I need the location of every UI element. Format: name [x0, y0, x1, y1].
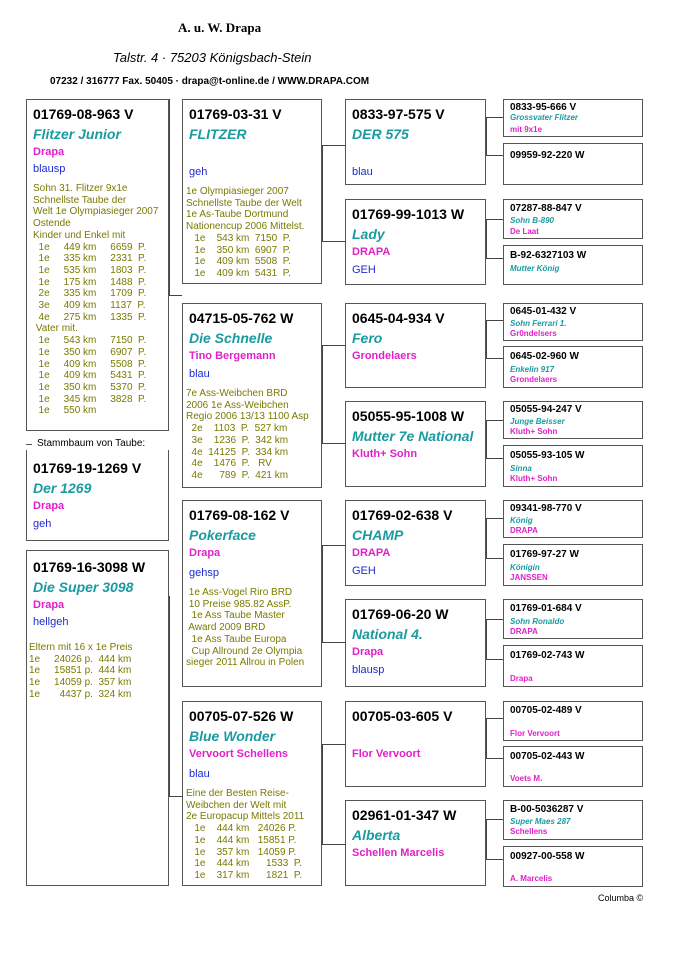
- gen2-box: [182, 701, 322, 886]
- gen4-ring: 05055-94-247 V: [510, 404, 582, 415]
- connector: [169, 596, 170, 796]
- gen2-ring: 01769-03-31 V: [189, 106, 282, 122]
- gen4-name: Mutter König: [510, 264, 560, 273]
- gen3-name: DER 575: [352, 126, 409, 142]
- connector: [486, 219, 487, 258]
- gen3-breeder: Schellen Marcelis: [352, 847, 445, 859]
- gen4-box: [503, 800, 643, 840]
- breeder-name: A. u. W. Drapa: [178, 20, 262, 35]
- gen4-ring: 00927-00-558 W: [510, 851, 585, 862]
- gen4-box: [503, 245, 643, 285]
- connector: [486, 718, 487, 758]
- gen4-name: Grossvater Flitzer: [510, 113, 579, 122]
- dam-name: Die Super 3098: [33, 579, 134, 595]
- gen4-name: Super Maes 287: [510, 817, 571, 826]
- sire-name: Flitzer Junior: [33, 126, 121, 142]
- connector: [169, 99, 170, 295]
- gen3-name: Mutter 7e National: [352, 428, 474, 444]
- connector: [486, 219, 503, 220]
- gen3-box: [345, 199, 486, 285]
- gen4-box: [503, 645, 643, 687]
- gen2-name: Die Schnelle: [189, 330, 273, 346]
- gen4-breeder: DRAPA: [510, 627, 538, 636]
- gen4-box: [503, 701, 643, 741]
- connector: [486, 619, 487, 659]
- sire-box: [26, 99, 169, 431]
- gen4-ring: 0645-01-432 V: [510, 306, 577, 317]
- gen4-box: [503, 346, 643, 388]
- connector: [486, 320, 487, 358]
- connector: [322, 145, 345, 146]
- gen2-breeder: Vervoort Schellens: [189, 748, 289, 760]
- connector: [486, 358, 503, 359]
- gen2-box: [182, 500, 322, 687]
- gen4-ring: 05055-93-105 W: [510, 450, 585, 461]
- gen4-box: [503, 143, 643, 185]
- gen2-color: geh: [189, 166, 208, 178]
- gen3-name: National 4.: [352, 626, 423, 642]
- gen3-name: Alberta: [352, 827, 401, 843]
- connector: [486, 659, 503, 660]
- connector: [322, 642, 345, 643]
- gen2-breeder: Tino Bergemann: [189, 350, 276, 362]
- connector: [322, 545, 345, 546]
- connector: [322, 545, 323, 642]
- gen4-ring: 0645-02-960 W: [510, 351, 579, 362]
- gen2-box: [182, 99, 322, 284]
- gen2-achievements: Eine der Besten Reise- Weibchen der Welt mit 2e Europacup Mittels 2011 1e 444 km 24026 P. 1e 444 km 15851 P. 1e 357 km 14059 P. 1e 444 km 1533 P. 1e 317 km 1821 P.: [186, 788, 305, 881]
- gen4-ring: 00705-02-489 V: [510, 705, 582, 716]
- gen3-breeder: Grondelaers: [352, 350, 417, 362]
- gen4-breeder: Flor Vervoort: [510, 729, 560, 738]
- connector: [486, 859, 503, 860]
- gen4-breeder: Voets M.: [510, 774, 543, 783]
- subject-box: [26, 450, 169, 541]
- connector: [322, 345, 345, 346]
- gen4-breeder: JANSSEN: [510, 573, 548, 582]
- footer-credit: Columba ©: [598, 893, 644, 903]
- gen4-box: [503, 846, 643, 887]
- breeder-contact: 07232 / 316777 Fax. 50405 · drapa@t-online.de / WWW.DRAPA.COM: [50, 76, 370, 87]
- gen2-name: Pokerface: [189, 527, 256, 543]
- gen4-breeder: Schellens: [510, 827, 548, 836]
- gen3-name: CHAMP: [352, 527, 404, 543]
- connector: [486, 258, 503, 259]
- gen4-box: [503, 99, 643, 137]
- gen4-name: Sinna: [510, 464, 532, 473]
- gen4-name: Sohn Ferrari 1.: [510, 319, 567, 328]
- connector: [486, 819, 487, 859]
- gen3-ring: 0833-97-575 V: [352, 106, 445, 122]
- gen3-box: [345, 303, 486, 388]
- gen4-name: König: [510, 516, 533, 525]
- gen4-ring: B-92-6327103 W: [510, 250, 587, 261]
- gen2-breeder: Drapa: [189, 547, 221, 559]
- gen4-breeder: DRAPA: [510, 526, 538, 535]
- gen3-color: blausp: [352, 664, 385, 676]
- gen3-color: blau: [352, 166, 373, 178]
- sire-ring: 01769-08-963 V: [33, 106, 134, 122]
- gen4-box: [503, 500, 643, 538]
- gen4-breeder: Kluth+ Sohn: [510, 427, 558, 436]
- connector: [486, 458, 503, 459]
- gen2-name: Blue Wonder: [189, 728, 276, 744]
- gen4-name: Königin: [510, 563, 540, 572]
- gen2-color: gehsp: [189, 567, 219, 579]
- connector: [486, 718, 503, 719]
- connector: [486, 518, 487, 558]
- connector: [322, 844, 345, 845]
- gen2-achievements: 7e Ass-Weibchen BRD 2006 1e Ass-Weibchen Regio 2006 13/13 1100 Asp 2e 1103 P. 527 km 3e 1236 P. 342 km 4e 14125 P. 334 km 4e 1476 P. RV 4e 789 P. 421 km: [186, 388, 309, 481]
- dam-achievements: Eltern mit 16 x 1e Preis 1e 24026 p. 444 km 1e 15851 p. 444 km 1e 14059 p. 357 km 1e 4437 p. 324 km: [29, 642, 133, 700]
- connector: [486, 117, 487, 155]
- connector: [486, 558, 503, 559]
- connector: [322, 145, 323, 241]
- gen4-ring: 01769-97-27 W: [510, 549, 579, 560]
- gen4-ring: 01769-02-743 W: [510, 650, 585, 661]
- sire-achievements: Sohn 31. Flitzer 9x1e Schnellste Taube der Welt 1e Olympiasieger 2007 Ostende Kinder und Enkel mit 1e 449 km 6659 P. 1e 335 km 2331 P. 1e 535 km 1803 P. 1e 175 km 1488 P. 2e 335 km 1709 P. 3e 409 km 1137 P. 4e 275 km 1335 P. Vater mit. 1e 543 km 7150 P. 1e 350 km 6907 P. 1e 409 km 5508 P. 1e 409 km 5431 P. 1e 350 km 5370 P. 1e 345 km 3828 P. 1e 550 km: [33, 183, 159, 417]
- connector: [486, 758, 503, 759]
- gen3-ring: 01769-02-638 V: [352, 507, 453, 523]
- gen3-breeder: Drapa: [352, 646, 384, 658]
- gen3-name: Lady: [352, 226, 385, 242]
- dam-ring: 01769-16-3098 W: [33, 559, 146, 575]
- gen3-ring: 0645-04-934 V: [352, 310, 445, 326]
- gen3-color: GEH: [352, 565, 376, 577]
- gen3-name: Fero: [352, 330, 383, 346]
- gen4-name: Junge Beisser: [510, 417, 565, 426]
- gen4-box: [503, 303, 643, 341]
- gen2-achievements: 1e Ass-Vogel Riro BRD 10 Preise 985.82 AssP. 1e Ass Taube Master Award 2009 BRD 1e Ass Taube Europa Cup Allround 2e Olympia sieger 2011 Allrou in Polen: [186, 587, 305, 669]
- gen3-breeder: Flor Vervoort: [352, 748, 421, 760]
- gen4-box: [503, 199, 643, 239]
- gen3-box: [345, 800, 486, 886]
- gen4-box: [503, 544, 643, 586]
- connector: [486, 155, 503, 156]
- stammbaum-label: Stammbaum von Taube:: [37, 438, 146, 449]
- breeder-address: Talstr. 4 · 75203 Königsbach-Stein: [113, 50, 312, 65]
- connector: [486, 819, 503, 820]
- gen3-box: [345, 599, 486, 687]
- gen4-name: Enkelin 917: [510, 365, 555, 374]
- gen4-box: [503, 746, 643, 787]
- gen3-box: [345, 401, 486, 487]
- gen4-ring: 09341-98-770 V: [510, 503, 582, 514]
- gen3-breeder: DRAPA: [352, 547, 391, 559]
- gen4-ring: 09959-92-220 W: [510, 150, 585, 161]
- gen3-box: [345, 99, 486, 185]
- gen4-breeder: mit 9x1e: [510, 125, 543, 134]
- gen4-ring: B-00-5036287 V: [510, 804, 584, 815]
- connector: [486, 420, 503, 421]
- gen3-breeder: Kluth+ Sohn: [352, 448, 418, 460]
- subject-breeder: Drapa: [33, 500, 65, 512]
- gen2-achievements: 1e Olympiasieger 2007 Schnellste Taube der Welt 1e As-Taube Dortmund Nationencup 2006 Mittelst. 1e 543 km 7150 P. 1e 350 km 6907 P. 1e 409 km 5508 P. 1e 409 km 5431 P.: [186, 186, 305, 279]
- gen4-breeder: A. Marcelis: [510, 874, 553, 883]
- stammbaum-label-line: [26, 444, 32, 445]
- dam-color: hellgeh: [33, 616, 69, 628]
- gen2-color: blau: [189, 768, 210, 780]
- gen2-color: blau: [189, 368, 210, 380]
- subject-ring: 01769-19-1269 V: [33, 460, 142, 476]
- gen4-name: Sohn B-890: [510, 216, 555, 225]
- gen4-breeder: Drapa: [510, 674, 533, 683]
- dam-box: [26, 550, 169, 886]
- connector: [322, 744, 323, 844]
- gen4-breeder: De Laat: [510, 227, 539, 236]
- gen3-box: [345, 701, 486, 787]
- connector: [486, 420, 487, 458]
- connector: [486, 320, 503, 321]
- gen3-breeder: DRAPA: [352, 246, 391, 258]
- gen4-breeder: Grondelaers: [510, 375, 558, 384]
- connector: [322, 241, 345, 242]
- gen4-name: Sohn Ronaldo: [510, 617, 565, 626]
- subject-name: Der 1269: [33, 480, 92, 496]
- gen2-ring: 01769-08-162 V: [189, 507, 290, 523]
- gen4-box: [503, 445, 643, 487]
- gen3-ring: 01769-06-20 W: [352, 606, 449, 622]
- connector: [322, 744, 345, 745]
- gen2-box: [182, 303, 322, 488]
- gen3-color: GEH: [352, 264, 376, 276]
- gen2-ring: 04715-05-762 W: [189, 310, 294, 326]
- gen3-ring: 00705-03-605 V: [352, 708, 453, 724]
- connector: [169, 295, 182, 296]
- connector: [486, 518, 503, 519]
- gen2-name: FLITZER: [189, 126, 247, 142]
- gen4-box: [503, 599, 643, 639]
- gen4-box: [503, 401, 643, 439]
- gen4-breeder: Kluth+ Sohn: [510, 474, 558, 483]
- gen3-ring: 01769-99-1013 W: [352, 206, 465, 222]
- connector: [322, 345, 323, 443]
- gen3-ring: 05055-95-1008 W: [352, 408, 465, 424]
- gen4-ring: 01769-01-684 V: [510, 603, 582, 614]
- connector: [486, 117, 503, 118]
- connector: [169, 796, 182, 797]
- gen4-ring: 0833-95-666 V: [510, 102, 577, 113]
- dam-breeder: Drapa: [33, 599, 65, 611]
- connector: [486, 619, 503, 620]
- gen2-ring: 00705-07-526 W: [189, 708, 294, 724]
- gen4-breeder: Gr0ndelsers: [510, 329, 557, 338]
- sire-breeder: Drapa: [33, 146, 65, 158]
- subject-color: geh: [33, 518, 52, 530]
- gen3-box: [345, 500, 486, 586]
- connector: [322, 443, 345, 444]
- sire-color: blausp: [33, 163, 66, 175]
- gen4-ring: 07287-88-847 V: [510, 203, 582, 214]
- gen4-ring: 00705-02-443 W: [510, 751, 585, 762]
- gen3-ring: 02961-01-347 W: [352, 807, 457, 823]
